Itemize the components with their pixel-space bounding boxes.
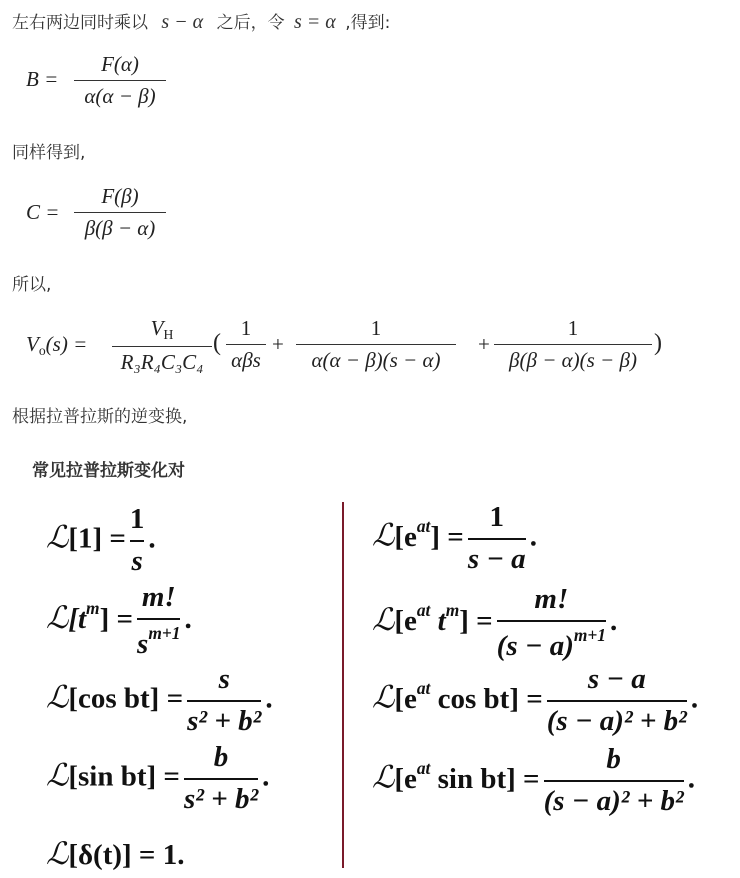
- fraction-numerator: b: [606, 743, 621, 775]
- eq-v-close-paren: ): [654, 330, 662, 356]
- eq-v-plus-1: +: [272, 332, 284, 356]
- transform-tail: .: [687, 762, 695, 795]
- transform-arg-sup: at: [416, 515, 431, 536]
- fraction-numerator: m!: [534, 583, 569, 615]
- fraction-bar: [494, 344, 652, 345]
- eq-v-f1-denominator: R₃R₄C₃C₄: [120, 350, 204, 375]
- fraction-bar: [112, 346, 212, 347]
- fraction-denominator: [497, 626, 606, 663]
- transform-tail: .: [184, 603, 192, 635]
- fraction-bar: [187, 700, 261, 702]
- laplace-symbol: ℒ: [46, 519, 69, 555]
- so-text: 所以,: [12, 275, 52, 295]
- fraction-bar: [184, 778, 258, 780]
- transform-arg-post: cos bt] =: [430, 682, 543, 715]
- transform-arg: [cos bt] =: [68, 682, 184, 715]
- transform-arg-pre: [e: [394, 520, 417, 553]
- eq-c-denominator: β(β − α): [84, 216, 156, 240]
- laplace-symbol: ℒ: [46, 600, 69, 635]
- transform-tail: .: [148, 522, 156, 555]
- eq-v-lhs-rest: (s) =: [45, 332, 88, 356]
- transform-tail: .: [265, 682, 273, 715]
- transform-tail: .: [529, 520, 537, 553]
- laplace-symbol: ℒ: [372, 679, 395, 715]
- transform-fraction: [544, 744, 684, 818]
- transform-arg-sup: at: [416, 757, 431, 778]
- eq-v-fraction-1: [112, 316, 212, 375]
- transform-fraction: [497, 584, 606, 663]
- fraction-denominator-base: (s − a): [496, 629, 574, 662]
- eq-v-f3-numerator: 1: [370, 316, 382, 340]
- transform-tail: .: [690, 682, 699, 715]
- laplace-symbol: ℒ: [46, 836, 69, 871]
- laplace-symbol: ℒ: [46, 757, 69, 793]
- transform-arg-post: sin bt] =: [430, 762, 540, 795]
- transform-arg-mid: t: [430, 605, 446, 637]
- transform-fraction: [130, 504, 145, 578]
- intro-suffix: ,得到:: [345, 13, 391, 33]
- eq-v-f4-denominator: β(β − α)(s − β): [509, 348, 637, 372]
- transform-arg-sup: m: [86, 598, 100, 619]
- fraction-denominator-base: s: [137, 627, 149, 660]
- fraction-numerator: m!: [141, 581, 176, 613]
- fraction-numerator: s: [218, 663, 230, 695]
- fraction-bar: [130, 540, 145, 542]
- transform-arg: [δ(t)] = 1.: [68, 839, 185, 871]
- transform-fraction: [547, 664, 687, 738]
- fraction-bar: [226, 344, 266, 345]
- eq-v-fraction-2: [226, 316, 266, 373]
- transform-arg: [1] =: [68, 522, 126, 555]
- eq-v-lhs-symbol: V: [26, 332, 39, 356]
- table-heading: 常见拉普拉斯变化对: [32, 461, 185, 481]
- transform-exp-sin: [372, 744, 695, 818]
- transform-fraction: [184, 742, 258, 816]
- intro-prefix: 左右两边同时乘以: [12, 13, 148, 33]
- fraction-bar: [468, 538, 526, 540]
- transform-arg-pre: [e: [394, 682, 417, 715]
- eq-v-plus-2: +: [478, 332, 490, 356]
- fraction-bar: [74, 212, 166, 213]
- transform-arg-sup: at: [416, 677, 431, 698]
- fraction-numerator: 1: [129, 503, 145, 535]
- transform-arg-post: ] =: [430, 520, 464, 553]
- laplace-symbol: ℒ: [372, 759, 395, 795]
- transform-fraction: [187, 664, 261, 738]
- laplace-symbol: ℒ: [46, 679, 69, 715]
- fraction-bar: [296, 344, 456, 345]
- fraction-denominator: s: [131, 544, 143, 577]
- column-divider: [342, 502, 344, 868]
- transform-power: [46, 582, 192, 661]
- transform-cos: [46, 664, 273, 738]
- fraction-bar: [547, 700, 687, 702]
- transform-exp: [372, 502, 537, 576]
- transform-arg-sup: at: [416, 600, 431, 621]
- transform-tail: .: [610, 605, 618, 637]
- eq-v-lhs-subscript: o: [38, 343, 46, 359]
- transform-arg: [sin bt] =: [68, 760, 180, 793]
- transform-arg: [68, 598, 134, 635]
- eq-b-denominator: α(α − β): [84, 84, 156, 108]
- eq-v-f2-denominator: αβs: [231, 348, 261, 372]
- transform-exp-power: [372, 584, 617, 663]
- fraction-bar: [544, 780, 684, 782]
- transform-arg-pre: [e: [394, 762, 417, 795]
- fraction-denominator: [137, 624, 180, 661]
- fraction-numerator: 1: [489, 501, 504, 533]
- eq-v-f4-numerator: 1: [567, 316, 579, 340]
- transform-arg: [394, 515, 464, 553]
- fraction-numerator: b: [213, 741, 229, 773]
- eq-b-fraction: [74, 52, 166, 109]
- eq-b-lhs: B =: [26, 67, 59, 91]
- fraction-bar: [74, 80, 166, 81]
- transform-fraction: [468, 502, 526, 576]
- eq-v-fraction-3: [296, 316, 456, 373]
- transform-tail: .: [262, 760, 270, 793]
- intro-expr-2: s = α: [294, 11, 336, 33]
- eq-v-f1-num-subscript: H: [163, 327, 174, 343]
- intro-expr-1: s − α: [161, 11, 204, 33]
- inverse-text: 根据拉普拉斯的逆变换,: [12, 407, 188, 427]
- transform-arg-post: ] =: [459, 605, 493, 637]
- eq-v-open-paren: (: [213, 330, 221, 356]
- transform-arg-pre: [e: [394, 605, 417, 637]
- fraction-numerator: s − a: [587, 663, 646, 695]
- fraction-denominator: (s − a)² + b²: [543, 784, 684, 817]
- eq-v-lhs: [26, 332, 87, 359]
- fraction-denominator: s² + b²: [187, 704, 262, 737]
- transform-exp-cos: [372, 664, 698, 738]
- fraction-denominator-sup: m+1: [148, 622, 181, 643]
- eq-c-numerator: F(β): [101, 184, 139, 208]
- eq-v-fraction-4: [494, 316, 652, 373]
- transform-fraction: [137, 582, 180, 661]
- transform-sin: [46, 742, 269, 816]
- transform-arg: [394, 600, 493, 637]
- fraction-denominator: (s − a)² + b²: [546, 704, 687, 737]
- eq-v-f2-numerator: 1: [240, 316, 252, 340]
- intro-line: [12, 8, 390, 34]
- fraction-denominator: s² + b²: [183, 782, 259, 815]
- transform-arg-post: ] =: [99, 603, 134, 635]
- transform-arg: [394, 677, 543, 715]
- eq-b-numerator: F(α): [101, 52, 139, 76]
- eq-c-fraction: [74, 184, 166, 241]
- same-text: 同样得到,: [12, 143, 86, 163]
- fraction-denominator-sup: m+1: [573, 624, 606, 645]
- laplace-symbol: ℒ: [372, 517, 395, 553]
- eq-c-lhs: C =: [26, 200, 60, 224]
- transform-delta: [46, 836, 184, 872]
- transform-arg-pre: [t: [68, 603, 87, 635]
- transform-arg: [394, 757, 540, 795]
- intro-middle: 之后，令: [216, 13, 285, 33]
- eq-v-f3-denominator: α(α − β)(s − α): [311, 348, 441, 372]
- eq-v-f1-num-symbol: V: [150, 316, 164, 340]
- fraction-bar: [137, 618, 180, 620]
- transform-arg-sup-2: m: [445, 600, 460, 621]
- laplace-symbol: ℒ: [372, 602, 395, 637]
- transform-constant: [46, 504, 156, 578]
- fraction-denominator: s − a: [467, 542, 526, 575]
- fraction-bar: [497, 620, 606, 622]
- eq-v-f1-numerator: [112, 316, 212, 343]
